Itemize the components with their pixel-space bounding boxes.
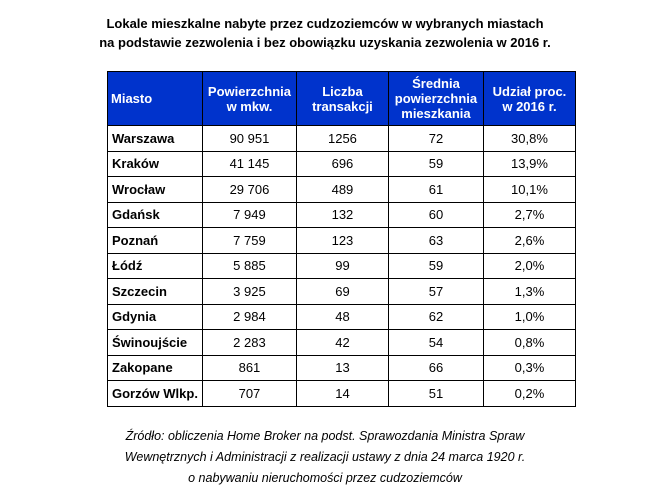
cell-city: Gorzów Wlkp. <box>108 381 203 407</box>
cell-avg-area: 72 <box>388 126 483 152</box>
cell-avg-area: 60 <box>388 202 483 228</box>
cell-transactions: 14 <box>296 381 388 407</box>
title-line-1: Lokale mieszkalne nabyte przez cudzoziemców w wybranych miastach <box>106 16 544 31</box>
cell-city: Wrocław <box>108 177 203 203</box>
cell-city: Poznań <box>108 228 203 254</box>
table-row <box>108 304 576 330</box>
table-title <box>0 14 650 52</box>
cell-city: Zakopane <box>108 355 203 381</box>
column-header-area <box>202 72 296 126</box>
cell-avg-area: 66 <box>388 355 483 381</box>
cell-area: 7 949 <box>202 202 296 228</box>
table-row <box>108 330 576 356</box>
cell-city: Kraków <box>108 151 203 177</box>
source-line-3: o nabywaniu nieruchomości przez cudzoziemców <box>188 471 462 485</box>
table-row <box>108 381 576 407</box>
cell-city: Szczecin <box>108 279 203 305</box>
cell-share: 2,7% <box>483 202 575 228</box>
cell-area: 2 984 <box>202 304 296 330</box>
column-header-text: powierzchnia <box>394 91 478 106</box>
cell-city: Warszawa <box>108 126 203 152</box>
cell-transactions: 1256 <box>296 126 388 152</box>
table-row <box>108 228 576 254</box>
cell-transactions: 123 <box>296 228 388 254</box>
cell-transactions: 69 <box>296 279 388 305</box>
cell-transactions: 13 <box>296 355 388 381</box>
title-line-2: na podstawie zezwolenia i bez obowiązku uzyskania zezwolenia w 2016 r. <box>99 35 551 50</box>
cell-avg-area: 61 <box>388 177 483 203</box>
column-header-city <box>108 72 203 126</box>
cell-area: 2 283 <box>202 330 296 356</box>
table-row <box>108 177 576 203</box>
cell-share: 10,1% <box>483 177 575 203</box>
cell-share: 1,0% <box>483 304 575 330</box>
source-line-2: Wewnętrznych i Administracji z realizacji ustawy z dnia 24 marca 1920 r. <box>124 450 526 464</box>
cell-avg-area: 57 <box>388 279 483 305</box>
table-row <box>108 126 576 152</box>
cell-share: 1,3% <box>483 279 575 305</box>
column-header-text: Powierzchnia <box>207 83 291 99</box>
column-header-avg-area <box>388 72 483 126</box>
cell-area: 3 925 <box>202 279 296 305</box>
column-header-text: Udział proc. <box>492 83 567 99</box>
cell-transactions: 42 <box>296 330 388 356</box>
cell-area: 29 706 <box>202 177 296 203</box>
cell-avg-area: 63 <box>388 228 483 254</box>
cell-city: Gdynia <box>108 304 203 330</box>
cell-share: 0,2% <box>483 381 575 407</box>
cell-share: 2,0% <box>483 253 575 279</box>
table-row <box>108 202 576 228</box>
source-line-1: Źródło: obliczenia Home Broker na podst. Sprawozdania Ministra Spraw <box>125 429 525 443</box>
cell-avg-area: 51 <box>388 381 483 407</box>
column-header-share <box>483 72 575 126</box>
cell-area: 5 885 <box>202 253 296 279</box>
table-row <box>108 355 576 381</box>
cell-share: 13,9% <box>483 151 575 177</box>
data-table <box>107 71 576 407</box>
cell-transactions: 489 <box>296 177 388 203</box>
cell-avg-area: 62 <box>388 304 483 330</box>
column-header-text: mieszkania <box>401 106 471 121</box>
cell-transactions: 48 <box>296 304 388 330</box>
cell-city: Łódź <box>108 253 203 279</box>
table-body <box>108 126 576 407</box>
cell-city: Gdańsk <box>108 202 203 228</box>
cell-transactions: 696 <box>296 151 388 177</box>
column-header-text: Miasto <box>111 91 153 106</box>
cell-share: 2,6% <box>483 228 575 254</box>
cell-area: 90 951 <box>202 126 296 152</box>
table-row <box>108 279 576 305</box>
cell-avg-area: 59 <box>388 151 483 177</box>
column-header-text: transakcji <box>312 98 373 114</box>
cell-area: 7 759 <box>202 228 296 254</box>
cell-avg-area: 54 <box>388 330 483 356</box>
table-row <box>108 151 576 177</box>
cell-share: 30,8% <box>483 126 575 152</box>
column-header-transactions <box>296 72 388 126</box>
cell-transactions: 99 <box>296 253 388 279</box>
cell-transactions: 132 <box>296 202 388 228</box>
source-note <box>100 426 550 489</box>
column-header-text: w mkw. <box>226 98 273 114</box>
column-header-text: Średnia <box>412 76 460 91</box>
cell-avg-area: 59 <box>388 253 483 279</box>
table-row <box>108 253 576 279</box>
column-header-text: w 2016 r. <box>502 98 557 114</box>
cell-share: 0,3% <box>483 355 575 381</box>
cell-city: Świnoujście <box>108 330 203 356</box>
column-header-text: Liczba <box>322 83 363 99</box>
header-row <box>108 72 576 126</box>
cell-area: 41 145 <box>202 151 296 177</box>
cell-area: 861 <box>202 355 296 381</box>
cell-share: 0,8% <box>483 330 575 356</box>
cell-area: 707 <box>202 381 296 407</box>
